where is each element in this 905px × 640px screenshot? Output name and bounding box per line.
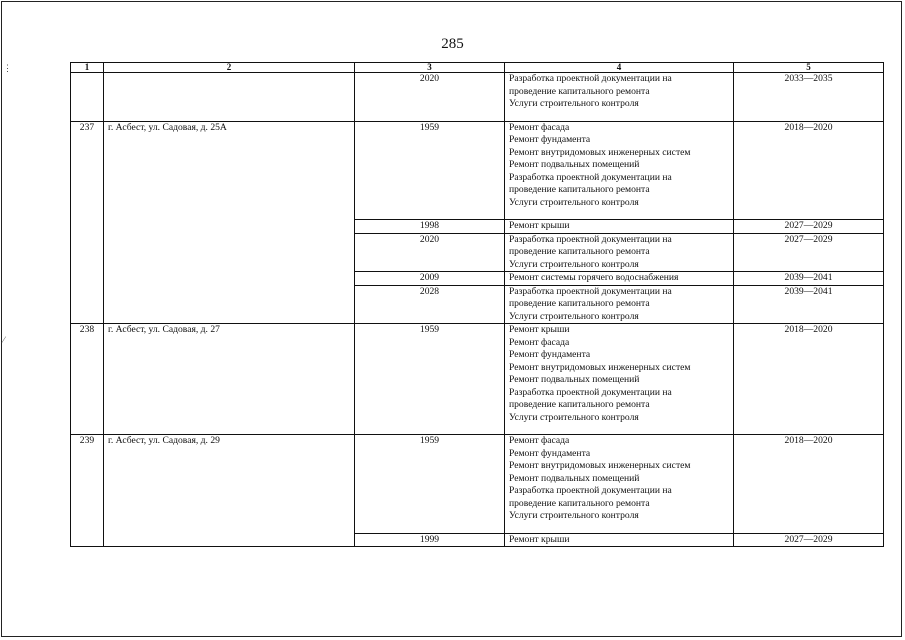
work-item: Ремонт подвальных помещений — [509, 159, 640, 170]
period-cell: 2018—2020 — [734, 435, 884, 534]
work-item: Разработка проектной документации на — [509, 285, 672, 297]
work-item: Разработка проектной документации на — [509, 386, 672, 398]
table-row — [71, 324, 884, 435]
year-cell: 1959 — [355, 121, 505, 220]
work-item: Ремонт фасада — [509, 121, 570, 133]
period-cell: 2027—2029 — [734, 533, 884, 547]
scan-mark: ⁄ — [3, 336, 5, 346]
work-item: Услуги строительного контроля — [509, 98, 639, 109]
work-item: Разработка проектной документации на — [509, 485, 672, 496]
column-header: 3 — [355, 63, 505, 73]
period-cell: 2039—2041 — [734, 285, 884, 324]
year-cell: 1959 — [355, 324, 505, 435]
work-item: Ремонт крыши — [509, 324, 570, 335]
column-number-row — [71, 63, 884, 73]
period-cell: 2018—2020 — [734, 121, 884, 220]
work-item: Разработка проектной документации на — [509, 233, 672, 245]
work-item: Ремонт фундамента — [509, 447, 591, 459]
works-cell — [505, 233, 734, 272]
work-item: Услуги строительного контроля — [509, 510, 639, 521]
works-cell — [505, 285, 734, 324]
work-item: Ремонт внутридомовых инженерных систем — [509, 460, 691, 471]
works-cell — [505, 272, 734, 286]
work-item: Ремонт фундамента — [509, 134, 591, 145]
work-item: проведение капитального ремонта — [509, 298, 650, 309]
work-item: Ремонт фундамента — [509, 349, 591, 360]
work-item: Разработка проектной документации на — [509, 171, 672, 183]
work-item: проведение капитального ремонта — [509, 246, 650, 257]
address-cell: г. Асбест, ул. Садовая, д. 27 — [104, 324, 355, 435]
work-item: проведение капитального ремонта — [509, 85, 650, 97]
works-cell — [505, 435, 734, 534]
address-cell: г. Асбест, ул. Садовая, д. 25А — [104, 121, 355, 324]
work-item: проведение капитального ремонта — [509, 497, 650, 509]
work-item: Разработка проектной документации на — [509, 73, 672, 84]
year-cell: 2009 — [355, 272, 505, 286]
period-cell: 2027—2029 — [734, 220, 884, 234]
table-row — [71, 435, 884, 534]
house-number-cell: 239 — [71, 435, 104, 547]
repair-schedule-table — [70, 62, 884, 547]
works-cell — [505, 324, 734, 435]
period-cell: 2039—2041 — [734, 272, 884, 286]
work-item: Ремонт системы горячего водоснабжения — [509, 272, 679, 283]
period-cell: 2033—2035 — [734, 73, 884, 122]
page-number: 285 — [441, 36, 464, 52]
year-cell: 2028 — [355, 285, 505, 324]
column-header: 2 — [104, 63, 355, 73]
year-cell: 1999 — [355, 533, 505, 547]
table-row — [71, 73, 884, 122]
column-header: 5 — [734, 63, 884, 73]
house-number-cell: 238 — [71, 324, 104, 435]
work-item: Ремонт подвальных помещений — [509, 374, 640, 385]
work-item: Услуги строительного контроля — [509, 411, 639, 423]
house-number-cell — [71, 73, 104, 122]
work-item: проведение капитального ремонта — [509, 399, 650, 410]
year-cell: 1959 — [355, 435, 505, 534]
works-cell — [505, 121, 734, 220]
works-cell — [505, 533, 734, 547]
table-row — [71, 121, 884, 220]
work-item: Ремонт крыши — [509, 220, 570, 231]
year-cell: 2020 — [355, 233, 505, 272]
works-cell — [505, 220, 734, 234]
address-cell — [104, 73, 355, 122]
year-cell: 2020 — [355, 73, 505, 122]
period-cell: 2018—2020 — [734, 324, 884, 435]
works-cell — [505, 73, 734, 122]
work-item: Услуги строительного контроля — [509, 258, 639, 270]
work-item: Ремонт крыши — [509, 533, 570, 545]
work-item: Услуги строительного контроля — [509, 196, 639, 208]
table-body — [71, 73, 884, 547]
year-cell: 1998 — [355, 220, 505, 234]
work-item: Ремонт внутридомовых инженерных систем — [509, 361, 691, 373]
scan-mark: ⋮ — [3, 64, 12, 74]
work-item: Услуги строительного контроля — [509, 310, 639, 322]
column-header: 1 — [71, 63, 104, 73]
work-item: Ремонт фасада — [509, 336, 570, 348]
work-item: Ремонт внутридомовых инженерных систем — [509, 146, 691, 158]
address-cell: г. Асбест, ул. Садовая, д. 29 — [104, 435, 355, 547]
work-item: Ремонт подвальных помещений — [509, 472, 640, 484]
column-header: 4 — [505, 63, 734, 73]
period-cell: 2027—2029 — [734, 233, 884, 272]
house-number-cell: 237 — [71, 121, 104, 324]
work-item: проведение капитального ремонта — [509, 184, 650, 195]
work-item: Ремонт фасада — [509, 435, 570, 446]
